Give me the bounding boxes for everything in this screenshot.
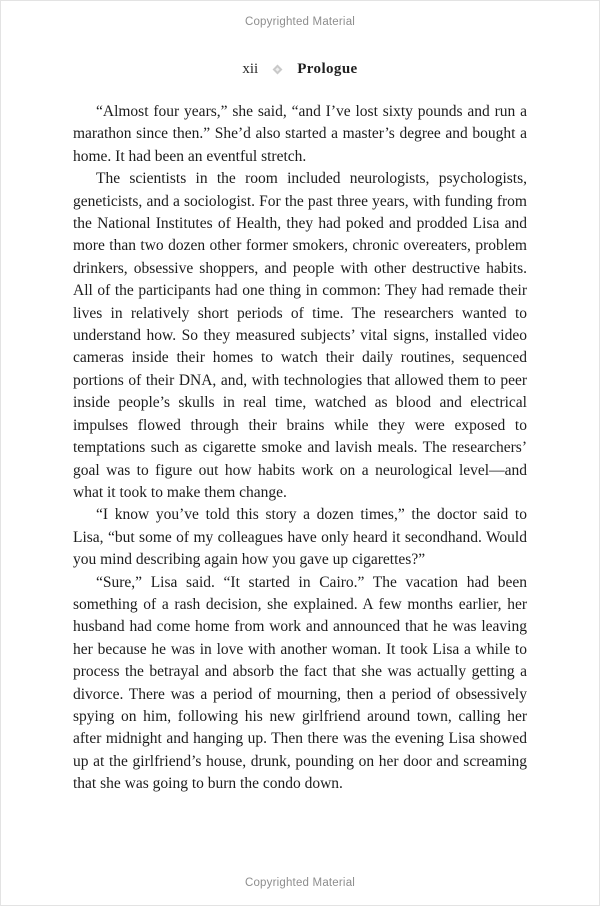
paragraph: “Almost four years,” she said, “and I’ve lost sixty pounds and run a marathon since then.” She’d also started a master’s degree and bought a home. It had been an eventful stretch. [73,103,527,165]
copyright-notice-top: Copyrighted Material [244,16,356,28]
section-title: Prologue [297,61,358,77]
copyright-notice-bottom: Copyrighted Material [244,877,356,889]
paragraph: “I know you’ve told this story a dozen times,” the doctor said to Lisa, “but some of my colleagues have only heard it secondhand. Would you mind describing again how you gave up cigarettes?” [73,506,527,569]
diamond-ornament-icon [273,65,283,75]
page-header [1,61,599,78]
page-number: xii [242,61,259,77]
paragraph: “Sure,” Lisa said. “It started in Cairo.” The vacation had been something of a rash decision, she explained. A few months earlier, her husband had come home from work and announced that he was leaving her because he was in love with another woman. It took Lisa a while to process the betrayal and absorb the fact that she was actually getting a divorce. There was a period of mourning, then a period of obsessively spying on him, following his new girlfriend around town, calling her after midnight and hanging up. Then there was the evening Lisa showed up at the girlfriend’s house, drunk, pounding on her door and screaming that she was going to burn the condo down. [73,573,527,793]
paragraph: The scientists in the room included neurologists, psychologists, geneticists, and a sociologist. For the past three years, with funding from the National Institutes of Health, they had poked and prodded Lisa and more than two dozen other former smokers, chronic overeaters, problem drinkers, obsessive shoppers, and people with other destructive habits. All of the participants had one thing in common: They had remade their lives in relatively short periods of time. The researchers wanted to understand how. So they measured subjects’ vital signs, installed video cameras inside their homes to watch their daily routines, sequenced portions of their DNA, and, with technologies that allowed them to peer inside people’s skulls in real time, watched as blood and electrical impulses flowed through their brains while they were exposed to temptations such as cigarette smoke and lavish meals. The researchers’ goal was to figure out how habits work on a neurological level—and what it took to make them change. [73,170,527,501]
body-text [73,101,527,796]
